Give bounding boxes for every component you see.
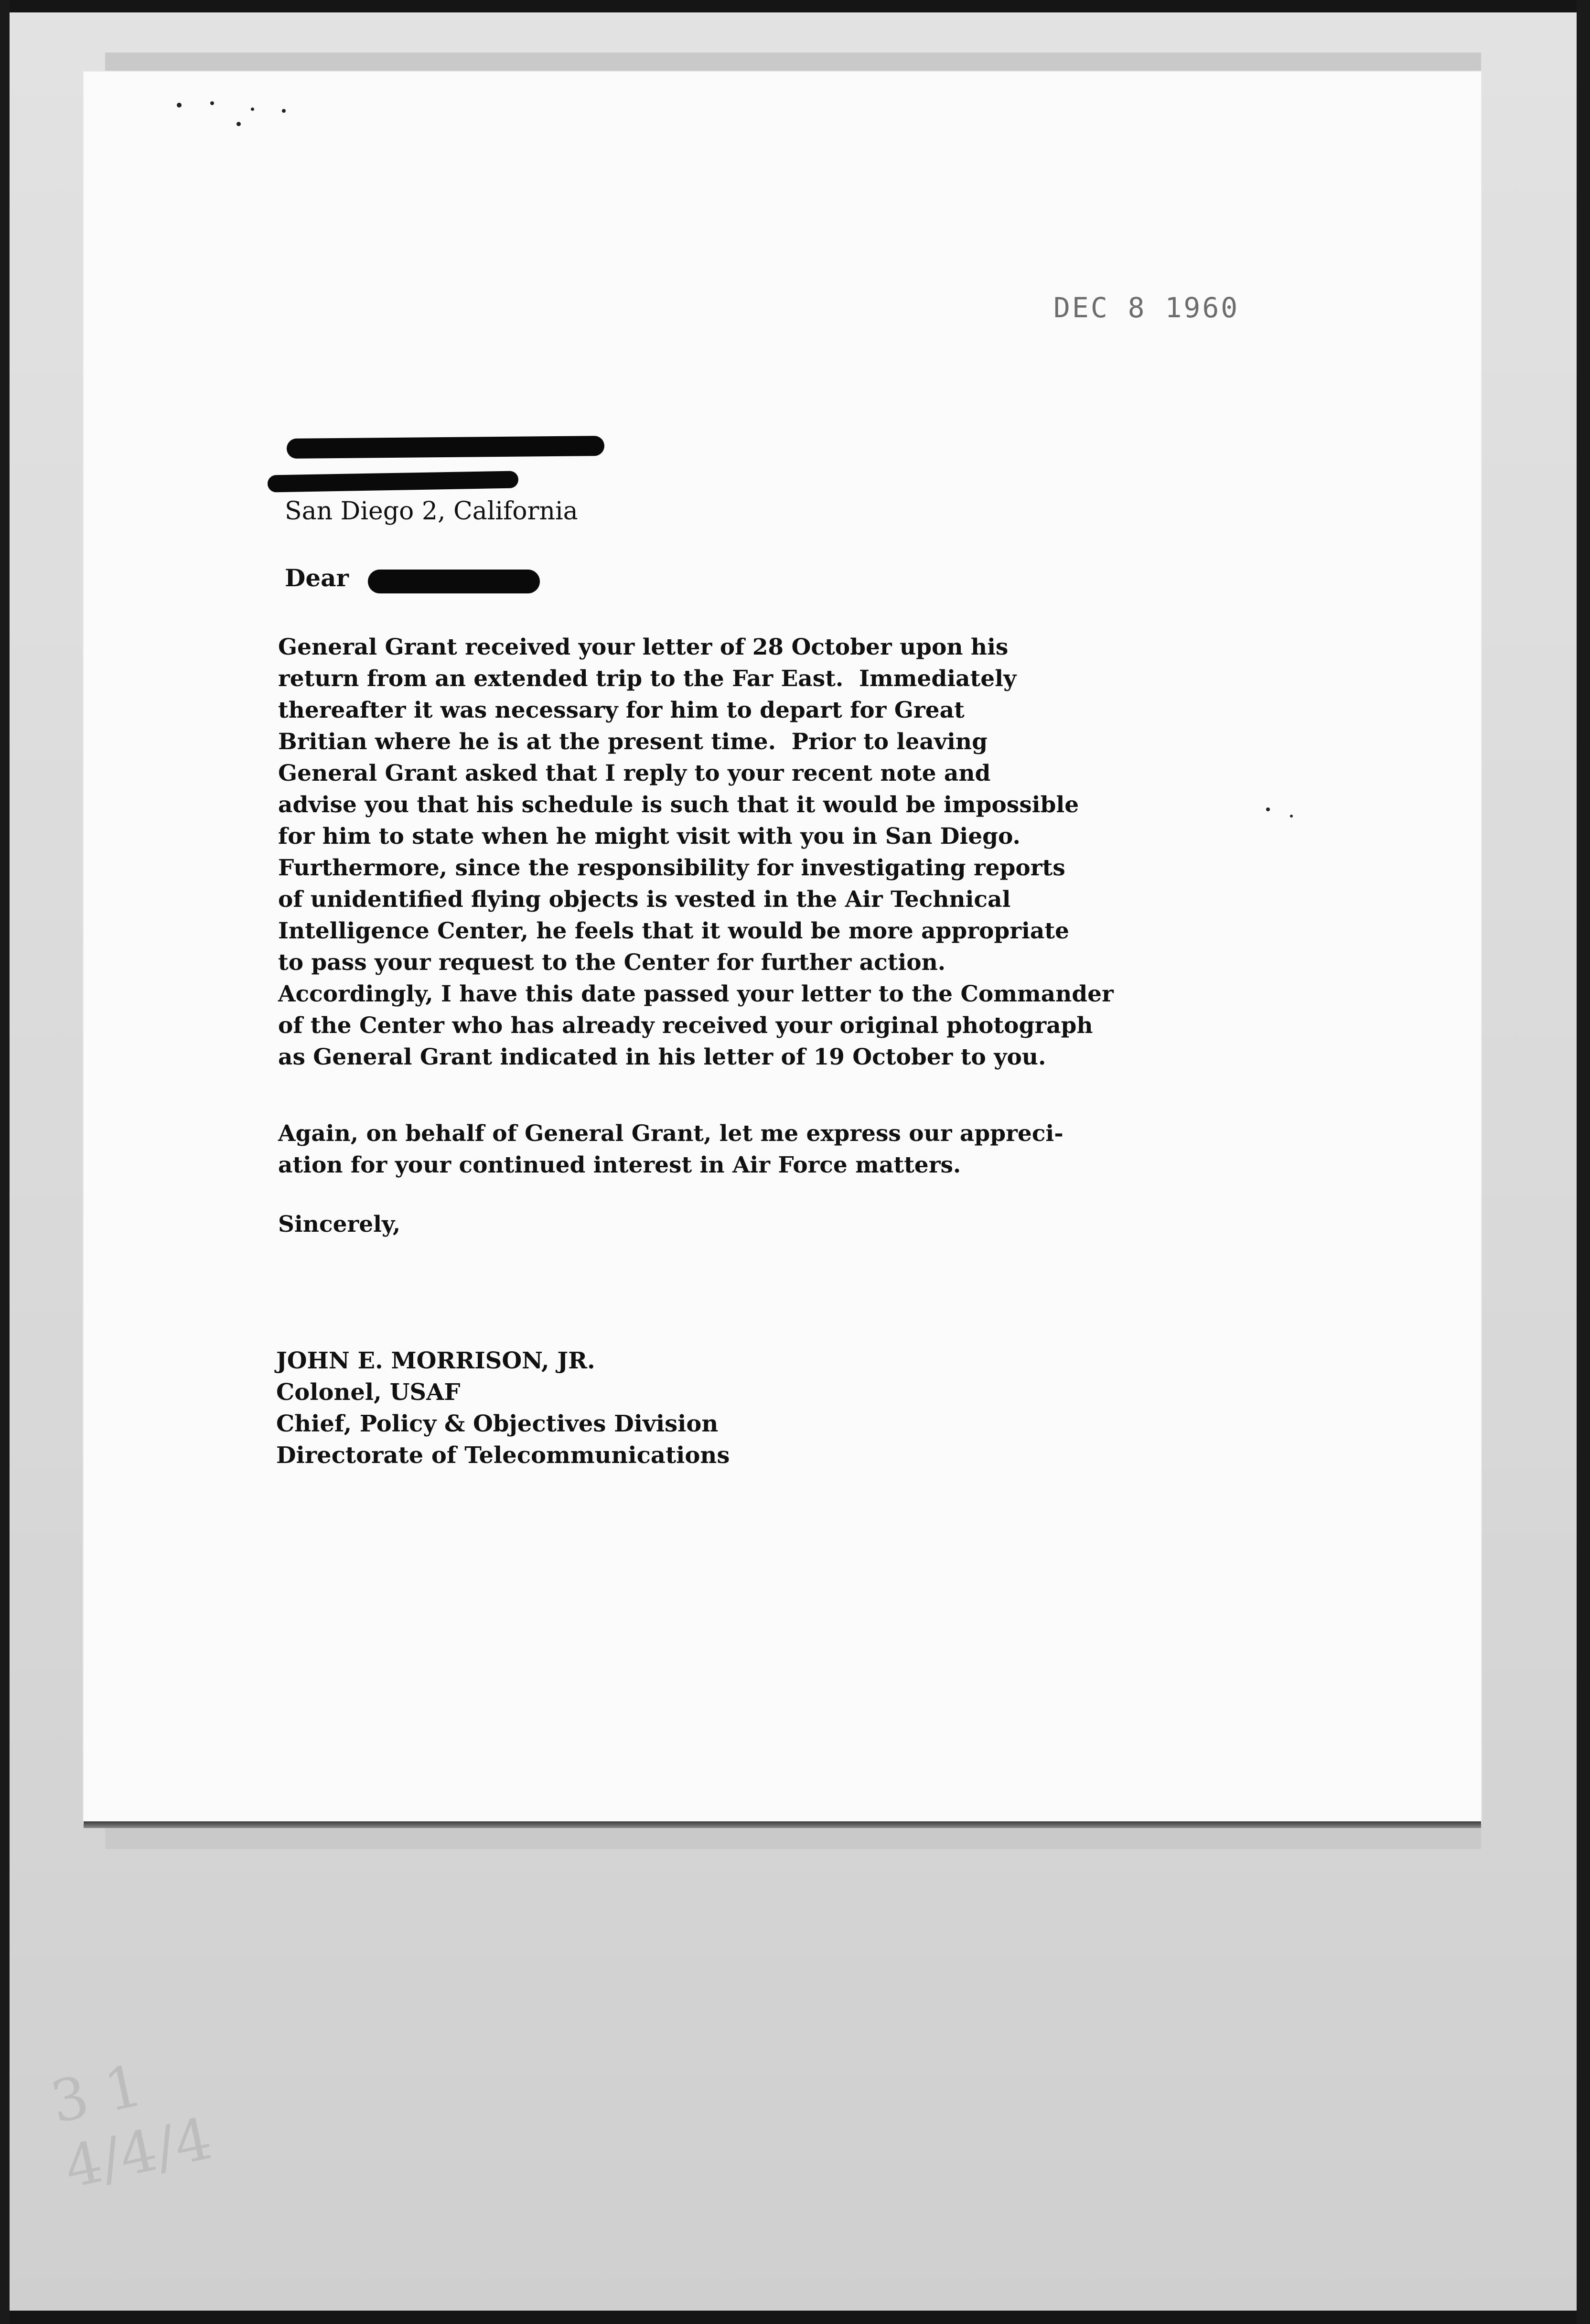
letter-line: of unidentified flying objects is vested in the Air Technical	[278, 886, 1011, 913]
dust-speck	[282, 109, 286, 113]
signer-name: JOHN E. MORRISON, JR.	[276, 1347, 595, 1374]
letter-line: ation for your continued interest in Air Force matters.	[278, 1152, 961, 1178]
closing: Sincerely,	[278, 1211, 401, 1237]
letter-line: thereafter it was necessary for him to depart for Great	[278, 697, 965, 723]
date-stamp: DEC 8 1960	[1053, 291, 1240, 324]
letter-line: Intelligence Center, he feels that it would be more appropriate	[278, 918, 1069, 944]
dust-speck	[1266, 807, 1270, 811]
dust-speck	[236, 122, 241, 126]
signer-office: Directorate of Telecommunications	[276, 1442, 730, 1469]
letter-paragraph-2	[278, 1118, 1064, 1181]
dust-speck	[210, 101, 214, 105]
letter-line: as General Grant indicated in his letter of 19 October to you.	[278, 1044, 1046, 1070]
dust-speck	[251, 108, 254, 111]
letter-line: General Grant received your letter of 28 October upon his	[278, 634, 1009, 660]
scan-border-left	[0, 0, 10, 2324]
salutation	[285, 564, 349, 592]
margin-handwriting: 3 1 4/4/4	[45, 2052, 218, 2202]
signer-rank: Colonel, USAF	[276, 1379, 461, 1406]
recipient-city-line: San Diego 2, California	[285, 497, 578, 526]
letter-line: Furthermore, since the responsibility for investigating reports	[278, 855, 1065, 881]
dust-speck	[1290, 815, 1293, 818]
dust-speck	[177, 103, 182, 108]
letter-line: to pass your request to the Center for further action.	[278, 949, 946, 976]
letter-line: Britian where he is at the present time. Prior to leaving	[278, 729, 988, 755]
letter-line: return from an extended trip to the Far East. Immediately	[278, 666, 1017, 692]
letter-line: of the Center who has already received your original photograph	[278, 1012, 1093, 1039]
redacted-salutation-name	[368, 570, 540, 593]
letter-paragraph-1	[278, 632, 1114, 1073]
signer-title: Chief, Policy & Objectives Division	[276, 1410, 719, 1437]
scan-border-top	[0, 0, 1590, 12]
signature-block	[276, 1345, 730, 1471]
letter-line: for him to state when he might visit with you in San Diego.	[278, 823, 1021, 850]
letter-line: Again, on behalf of General Grant, let me express our appreci-	[278, 1120, 1064, 1147]
letter-line: Accordingly, I have this date passed your letter to the Commander	[278, 981, 1114, 1007]
letter-line: advise you that his schedule is such that it would be impossible	[278, 792, 1079, 818]
redacted-recipient-name	[287, 436, 604, 459]
scan-border-right	[1577, 0, 1590, 2324]
salutation-word: Dear	[285, 564, 349, 592]
letter-line: General Grant asked that I reply to your recent note and	[278, 760, 991, 786]
page-bottom-edge	[84, 1821, 1481, 1828]
scan-border-bottom	[0, 2311, 1590, 2324]
